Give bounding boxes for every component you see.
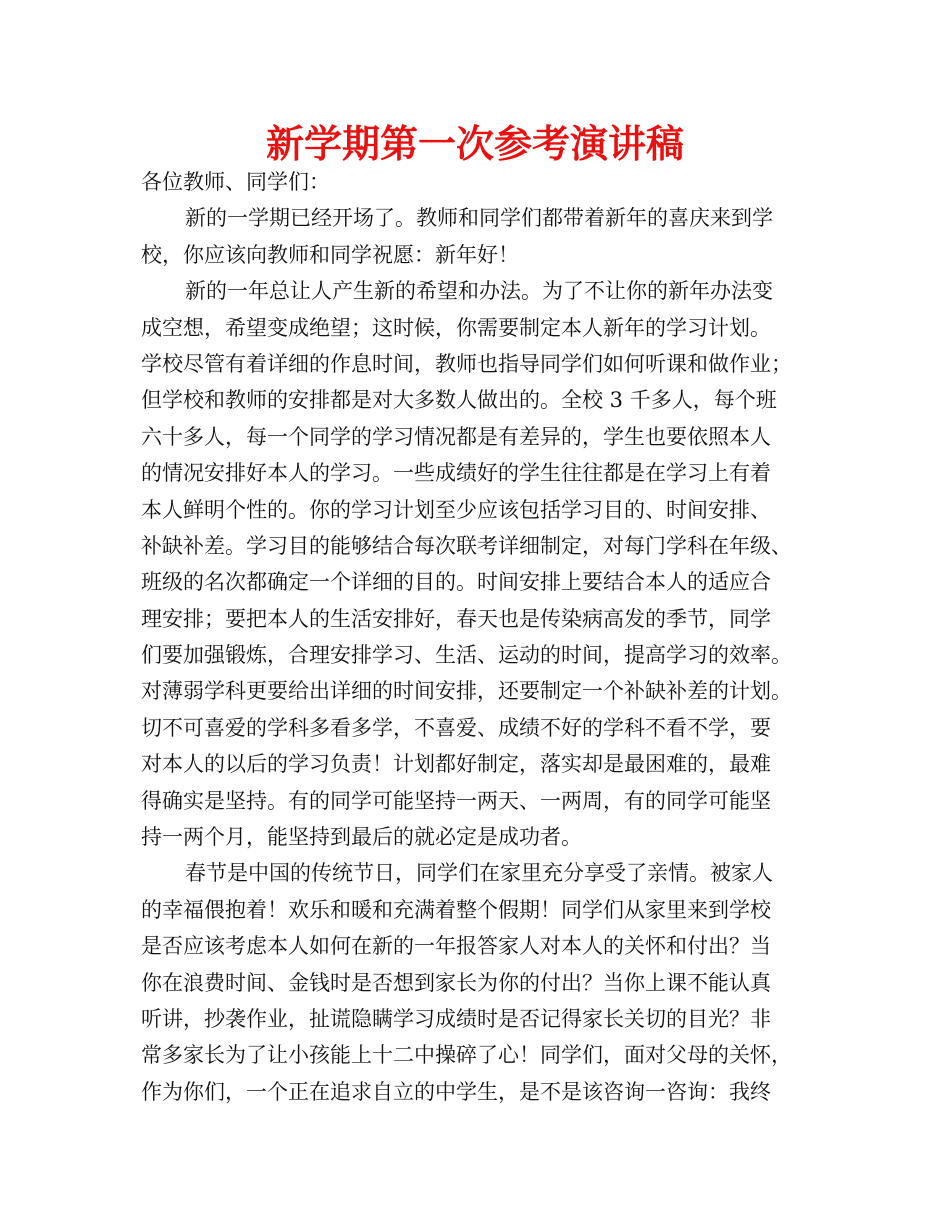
paragraph-1-line-2: 校，你应该向教师和同学祝愿：新年好！ [141,242,519,267]
paragraph-2-line-7: 本人鲜明个性的。你的学习计划至少应该包括学习目的、时间安排、 [141,497,771,522]
paragraph-2-line-11: 们要加强锻炼，合理安排学习、生活、运动的时间，提高学习的效率。 [141,643,792,668]
paragraph-2-line-15: 得确实是坚持。有的同学可能坚持一两天、一两周，有的同学可能坚 [141,788,771,813]
paragraph-2-line-3: 学校尽管有着详细的作息时间，教师也指导同学们如何听课和做作业； [141,351,792,376]
paragraph-3-line-7: 作为你们，一个正在追求自立的中学生，是不是该咨询一咨询：我终 [141,1079,771,1104]
paragraph-3-line-3: 是否应该考虑本人如何在新的一年报答家人对本人的关怀和付出？当 [141,934,771,959]
salutation-line: 各位教师、同学们： [141,170,330,194]
paragraph-2-line-10: 理安排；要把本人的生活安排好，春天也是传染病高发的季节，同学 [141,606,771,631]
paragraph-2-line-12: 对薄弱学科更要给出详细的时间安排，还要制定一个补缺补差的计划。 [141,679,792,704]
paragraph-2-line-6: 的情况安排好本人的学习。一些成绩好的学生往往都是在学习上有着 [141,461,771,486]
paragraph-2-line-5: 六十多人，每一个同学的学习情况都是有差异的，学生也要依照本人 [141,424,771,449]
paragraph-2-line-8: 补缺补差。学习目的能够结合每次联考详细制定，对每门学科在年级、 [141,533,792,558]
paragraph-3-line-1: 春节是中国的传统节日，同学们在家里充分享受了亲情。被家人 [185,861,773,886]
paragraph-2-line-13: 切不可喜爱的学科多看多学，不喜爱、成绩不好的学科不看不学，要 [141,715,771,740]
paragraph-3-line-2: 的幸福偎抱着！欢乐和暖和充满着整个假期！同学们从家里来到学校 [141,897,771,922]
paragraph-2-line-4: 但学校和教师的安排都是对大多数人做出的。全校 3 千多人，每个班 [141,388,777,413]
document-title: 新学期第一次参考演讲稿 [265,122,684,166]
paragraph-2-line-9: 班级的名次都确定一个详细的目的。时间安排上要结合本人的适应合 [141,570,771,595]
paragraph-1-line-1: 新的一学期已经开场了。教师和同学们都带着新年的喜庆来到学 [185,206,773,231]
paragraph-2-line-16: 持一两个月，能坚持到最后的就必定是成功者。 [141,825,582,850]
paragraph-3-line-4: 你在浪费时间、金钱时是否想到家长为你的付出？当你上课不能认真 [141,970,771,995]
paragraph-2-line-2: 成空想，希望变成绝望；这时候，你需要制定本人新年的学习计划。 [141,315,771,340]
paragraph-2-line-14: 对本人的以后的学习负责！计划都好制定，落实却是最困难的，最难 [141,752,771,777]
paragraph-3-line-6: 常多家长为了让小孩能上十二中操碎了心！同学们，面对父母的关怀， [141,1043,792,1068]
paragraph-3-line-5: 听讲，抄袭作业，扯谎隐瞒学习成绩时是否记得家长关切的目光？非 [141,1006,771,1031]
paragraph-2-line-1: 新的一年总让人产生新的希望和办法。为了不让你的新年办法变 [185,279,773,304]
document-body [141,164,831,1110]
